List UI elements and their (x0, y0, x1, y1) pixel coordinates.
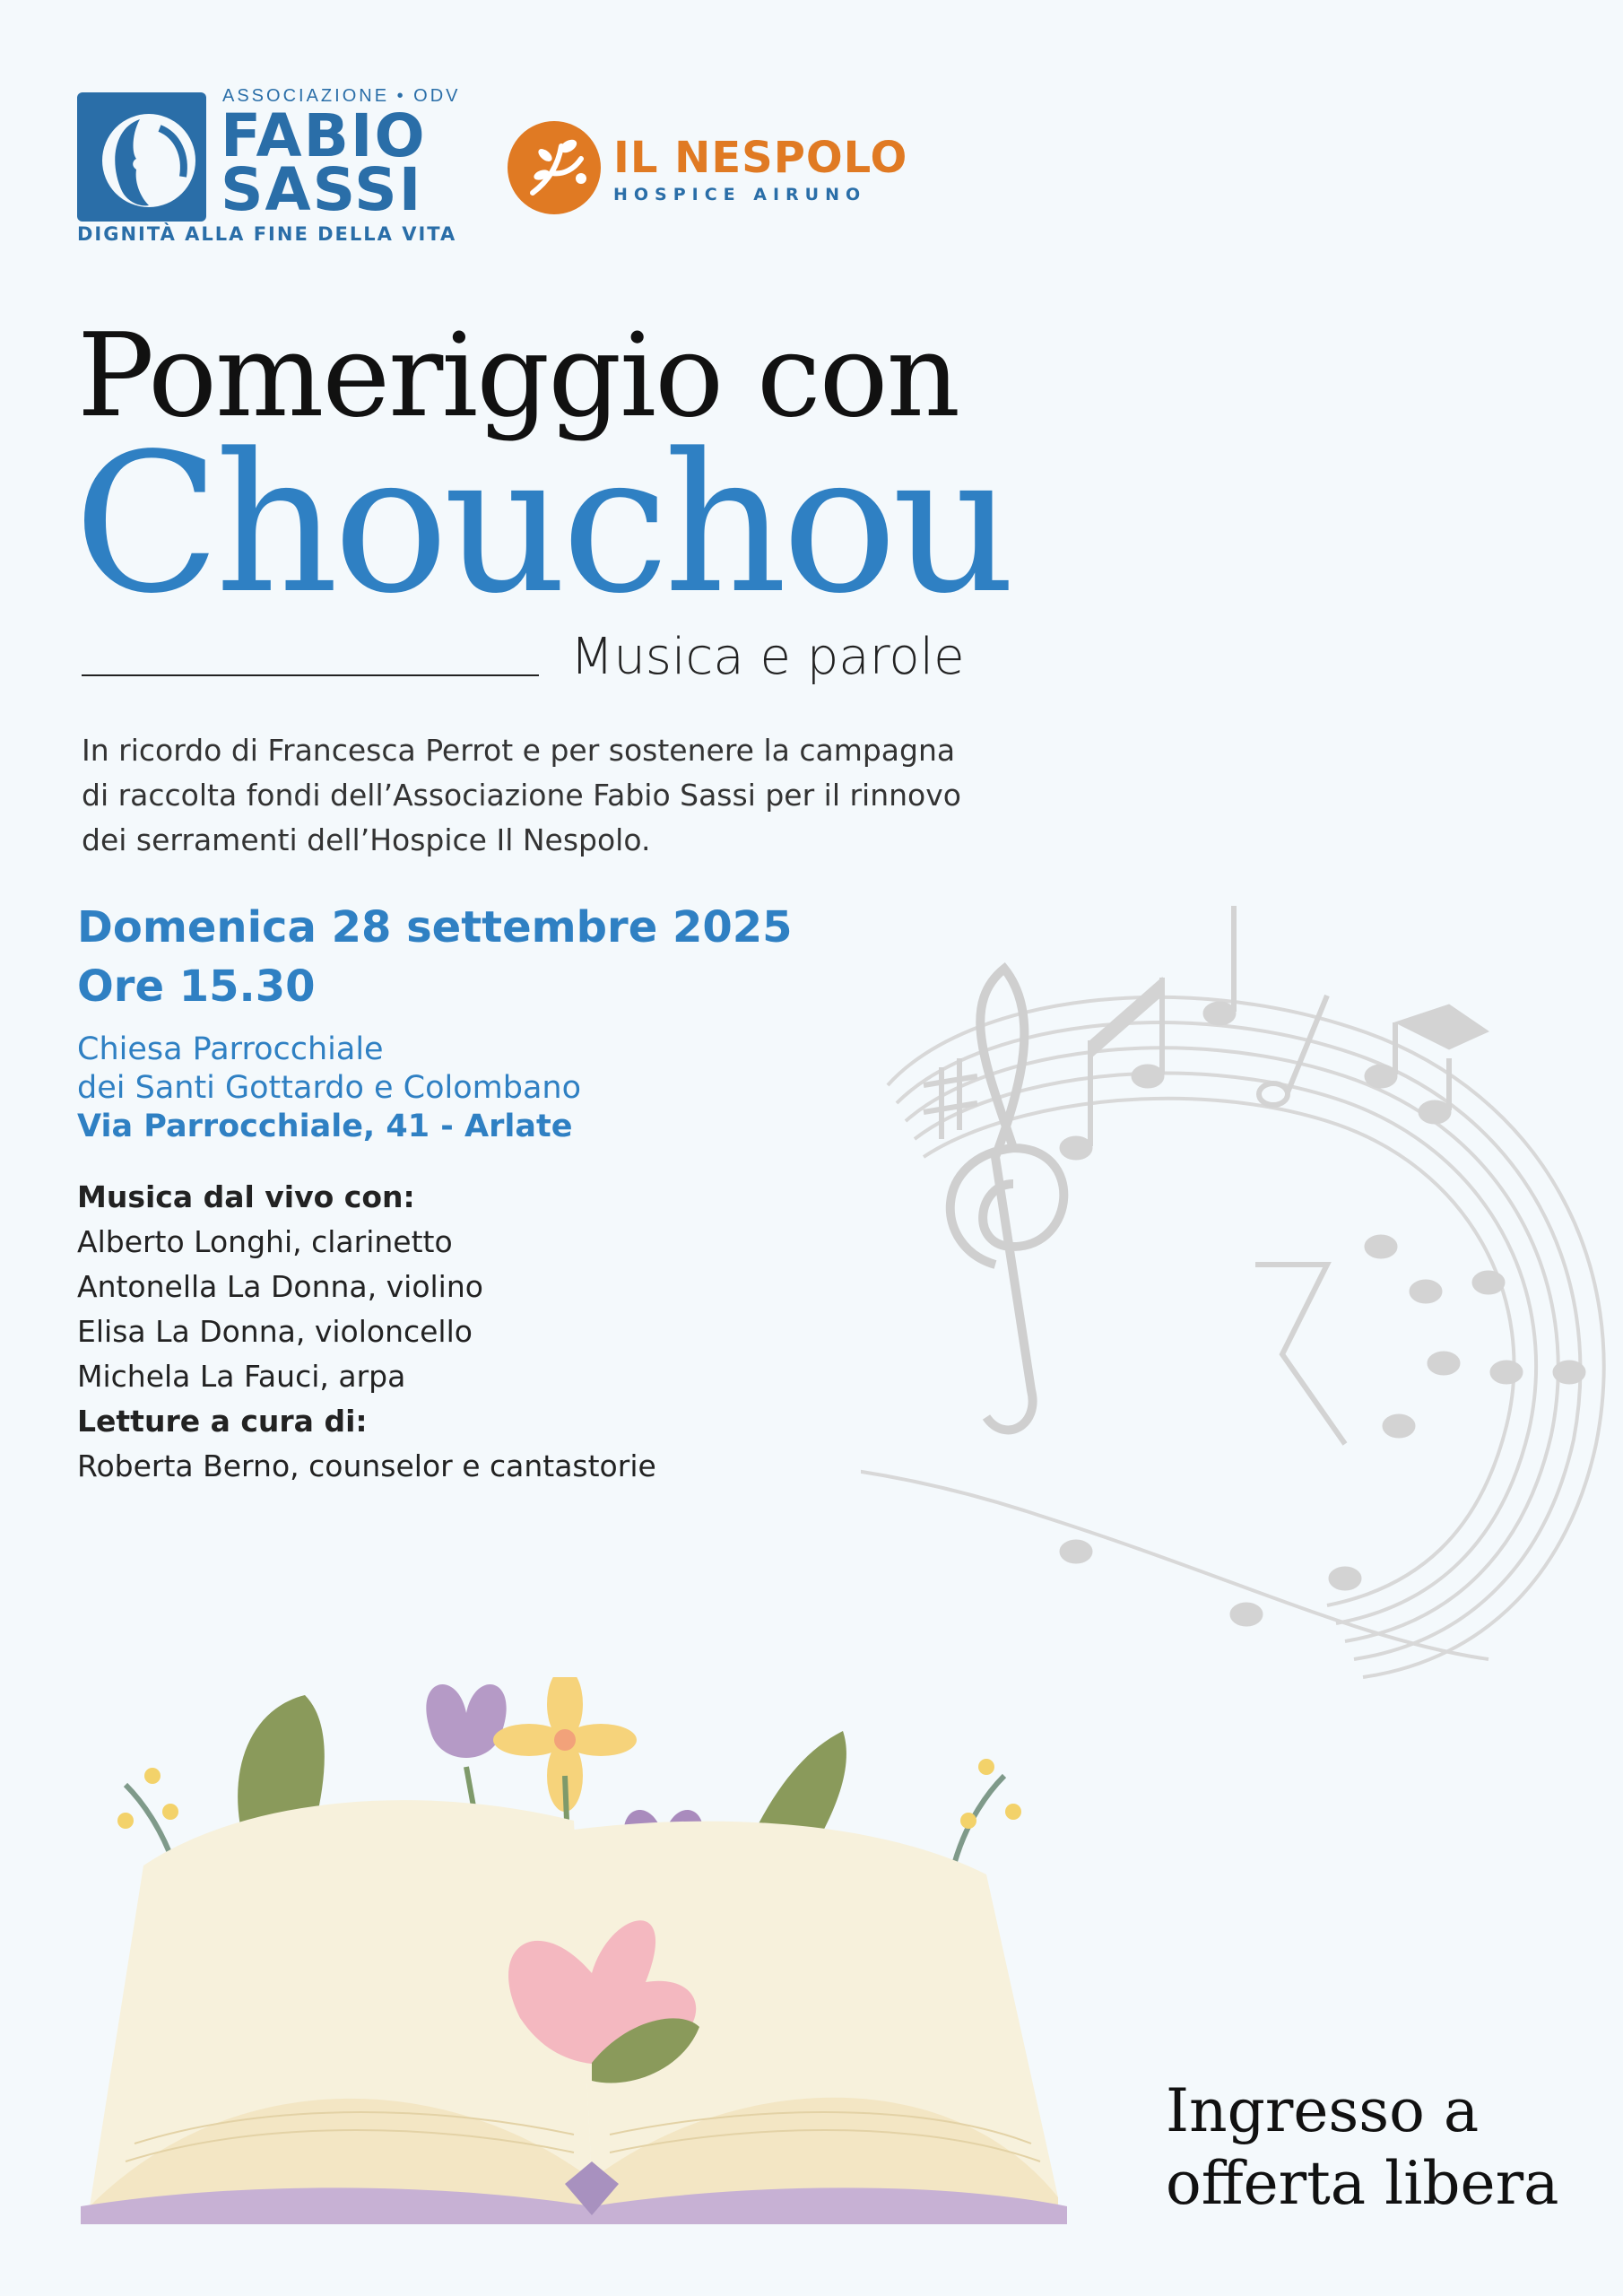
musician-item: Antonella La Donna, violino (77, 1269, 483, 1304)
footer-line2: offerta libera (1166, 2149, 1559, 2218)
title-line2: Chouchou (74, 413, 1011, 636)
title-divider (82, 674, 539, 676)
musician-item: Michela La Fauci, arpa (77, 1359, 406, 1394)
intro-line: di raccolta fondi dell’Associazione Fabio Sassi per il rinnovo (82, 778, 961, 813)
open-book-flowers-illustration (72, 1677, 1076, 2224)
reader-item: Roberta Berno, counselor e cantastorie (77, 1448, 656, 1483)
logo-association-label: ASSOCIAZIONE • ODV (222, 86, 461, 106)
reading-heading: Letture a cura di: (77, 1404, 368, 1439)
venue-address: Via Parrocchiale, 41 - Arlate (77, 1109, 573, 1144)
intro-line: In ricordo di Francesca Perrot e per sostenere la campagna (82, 733, 956, 768)
musician-item: Alberto Longhi, clarinetto (77, 1224, 453, 1259)
logo-nespolo-sub: HOSPICE AIRUNO (613, 185, 867, 204)
intro-paragraph (82, 728, 978, 863)
il-nespolo-logo-icon (506, 119, 603, 216)
footer-line1: Ingresso a (1166, 2076, 1480, 2145)
event-date: Domenica 28 settembre 2025 (77, 902, 793, 952)
music-notes-illustration (861, 888, 1623, 1695)
fabio-sassi-logo-icon (77, 92, 206, 222)
venue-line1: Chiesa Parrocchiale (77, 1031, 384, 1067)
venue-line2: dei Santi Gottardo e Colombano (77, 1070, 581, 1106)
logo-fabio-sassi-name (221, 101, 427, 224)
subtitle: Musica e parole (570, 628, 965, 686)
logo-name-line1: FABIO (221, 101, 427, 170)
logo-tagline: DIGNITÀ ALLA FINE DELLA VITA (77, 223, 457, 245)
music-heading: Musica dal vivo con: (77, 1179, 415, 1214)
logo-nespolo-name: IL NESPOLO (613, 133, 908, 183)
musician-item: Elisa La Donna, violoncello (77, 1314, 473, 1349)
logo-name-line2: SASSI (221, 155, 423, 224)
intro-line: dei serramenti dell’Hospice Il Nespolo. (82, 822, 651, 857)
title-line1: Pomeriggio con (77, 309, 959, 443)
event-time: Ore 15.30 (77, 961, 316, 1012)
